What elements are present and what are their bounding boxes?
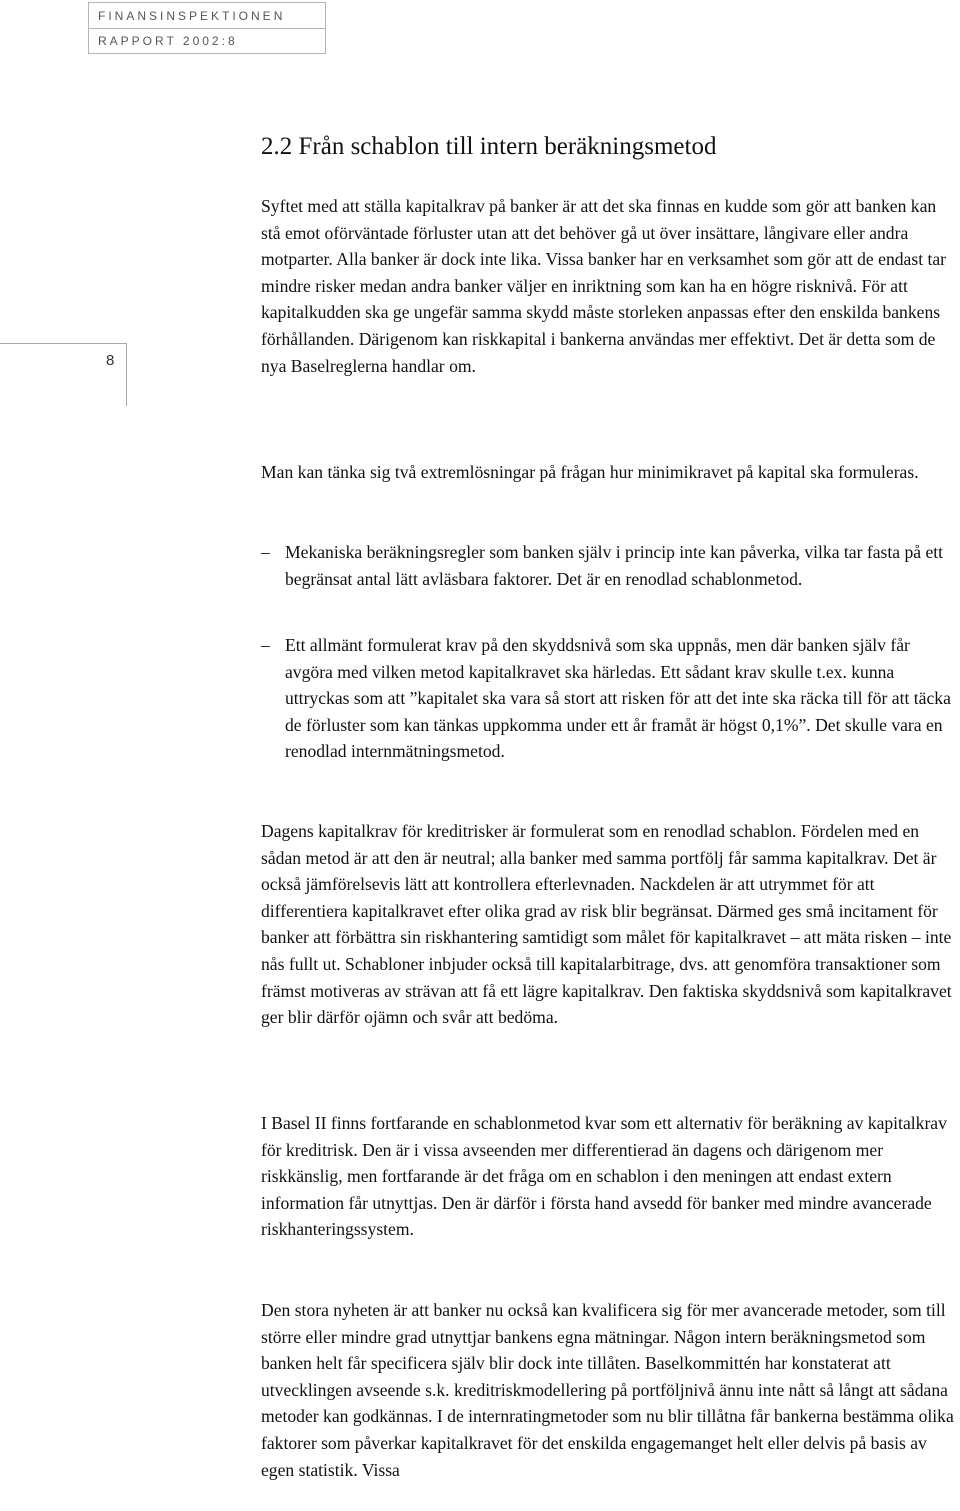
paragraph-current-rules: Dagens kapitalkrav för kreditrisker är formulerat som en renodlad schablon. Fördelen med en sådan metod är att den är neutral; alla banker med samma portfölj får samma kapitalkrav. Det är också jämförelsevis lätt att kontrollera efterlevnaden. Nackdelen är att utrymmet för att differentiera kapitalkravet efter olika grad av risk blir begränsat. Därmed ges små incitament för banker att förbättra sin riskhantering samtidigt som målet för kapitalkravet – att mäta risken – inte nås fullt ut. Schabloner inbjuder också till kapitalarbitrage, dvs. att genomföra transaktioner som främst motiveras av strävan att få ett lägre kapitalkrav. Den faktiska skyddsnivå som kapitalkravet ger blir därför ojämn och svår att bedöma.: [261, 821, 952, 1028]
paragraph-basel-ii: I Basel II finns fortfarande en schablonmetod kvar som ett alternativ för beräkning av kapitalkrav för kreditrisk. Den är i vissa avseenden mer differentierad än dagens och därigenom mer riskkänslig, men fortfarande är det fråga om en schablon i den meningen att endast extern information får utnyttjas. Den är därför i första hand avsedd för banker med mindre avancerade riskhanteringssystem.: [261, 1113, 947, 1240]
bullet-text: Ett allmänt formulerat krav på den skyddsnivå som ska uppnås, men där banken själv får avgöra med vilken metod kapitalkravet ska härledas. Ett sådant krav skulle t.ex. kunna uttryckas som att ”kapitalet ska vara så stort att risken för att det inte ska räcka till för att täcka de förluster som kan tänkas uppkomma under ett år framåt är högst 0,1%”. Det skulle vara en renodlad internmätningsmetod.: [285, 635, 951, 762]
page-number: 8: [106, 352, 115, 369]
dash-icon: –: [261, 635, 270, 655]
header-report-number: RAPPORT 2002:8: [98, 34, 238, 48]
dash-icon: –: [261, 542, 270, 562]
section-title: 2.2 Från schablon till intern beräkningsmetod: [261, 133, 717, 160]
bullet-text: Mekaniska beräkningsregler som banken själv i princip inte kan påverka, vilka tar fasta på ett begränsat antal lätt avläsbara faktorer. Det är en renodlad schablonmetod.: [285, 542, 944, 589]
header-organization: FINANSINSPEKTIONEN: [98, 9, 286, 23]
paragraph-intro: Syftet med att ställa kapitalkrav på banker är att det ska finnas en kudde som gör att banken kan stå emot oförväntade förluster utan att det behöver gå ut över insättare, långivare eller andra motparter. Alla banker är dock inte lika. Vissa banker har en verksamhet som gör att de endast tar mindre risker medan andra banker väljer en inriktning som kan ha en högre risknivå. För att kapitalkudden ska ge ungefär samma skydd måste storleken anpassas efter den enskilda bankens förhållanden. Därigenom kan riskkapital i bankerna användas mer effektivt. Det är detta som de nya Baselreglerna handlar om.: [261, 196, 947, 376]
header-divider: [89, 28, 325, 29]
paragraph-advanced-methods: Den stora nyheten är att banker nu också kan kvalificera sig för mer avancerade metoder, som till större eller mindre grad utnyttjar bankens egna mätningar. Någon intern beräkningsmetod som banken helt får specificera själv blir dock inte tillåten. Baselkommittén har konstaterat att utvecklingen avseende s.k. kreditriskmodellering på portföljnivå ännu inte nått så långt att sådana metoder kan godkännas. I de internratingmetoder som nu blir tillåtna får bankerna bestämma olika faktorer som påverkar kapitalkravet för det enskilda engagemanget helt eller delvis på basis av egen statistik. Vissa: [261, 1300, 954, 1480]
paragraph-extremes: Man kan tänka sig två extremlösningar på frågan hur minimikravet på kapital ska formuleras.: [261, 462, 919, 482]
report-header: [88, 2, 326, 54]
